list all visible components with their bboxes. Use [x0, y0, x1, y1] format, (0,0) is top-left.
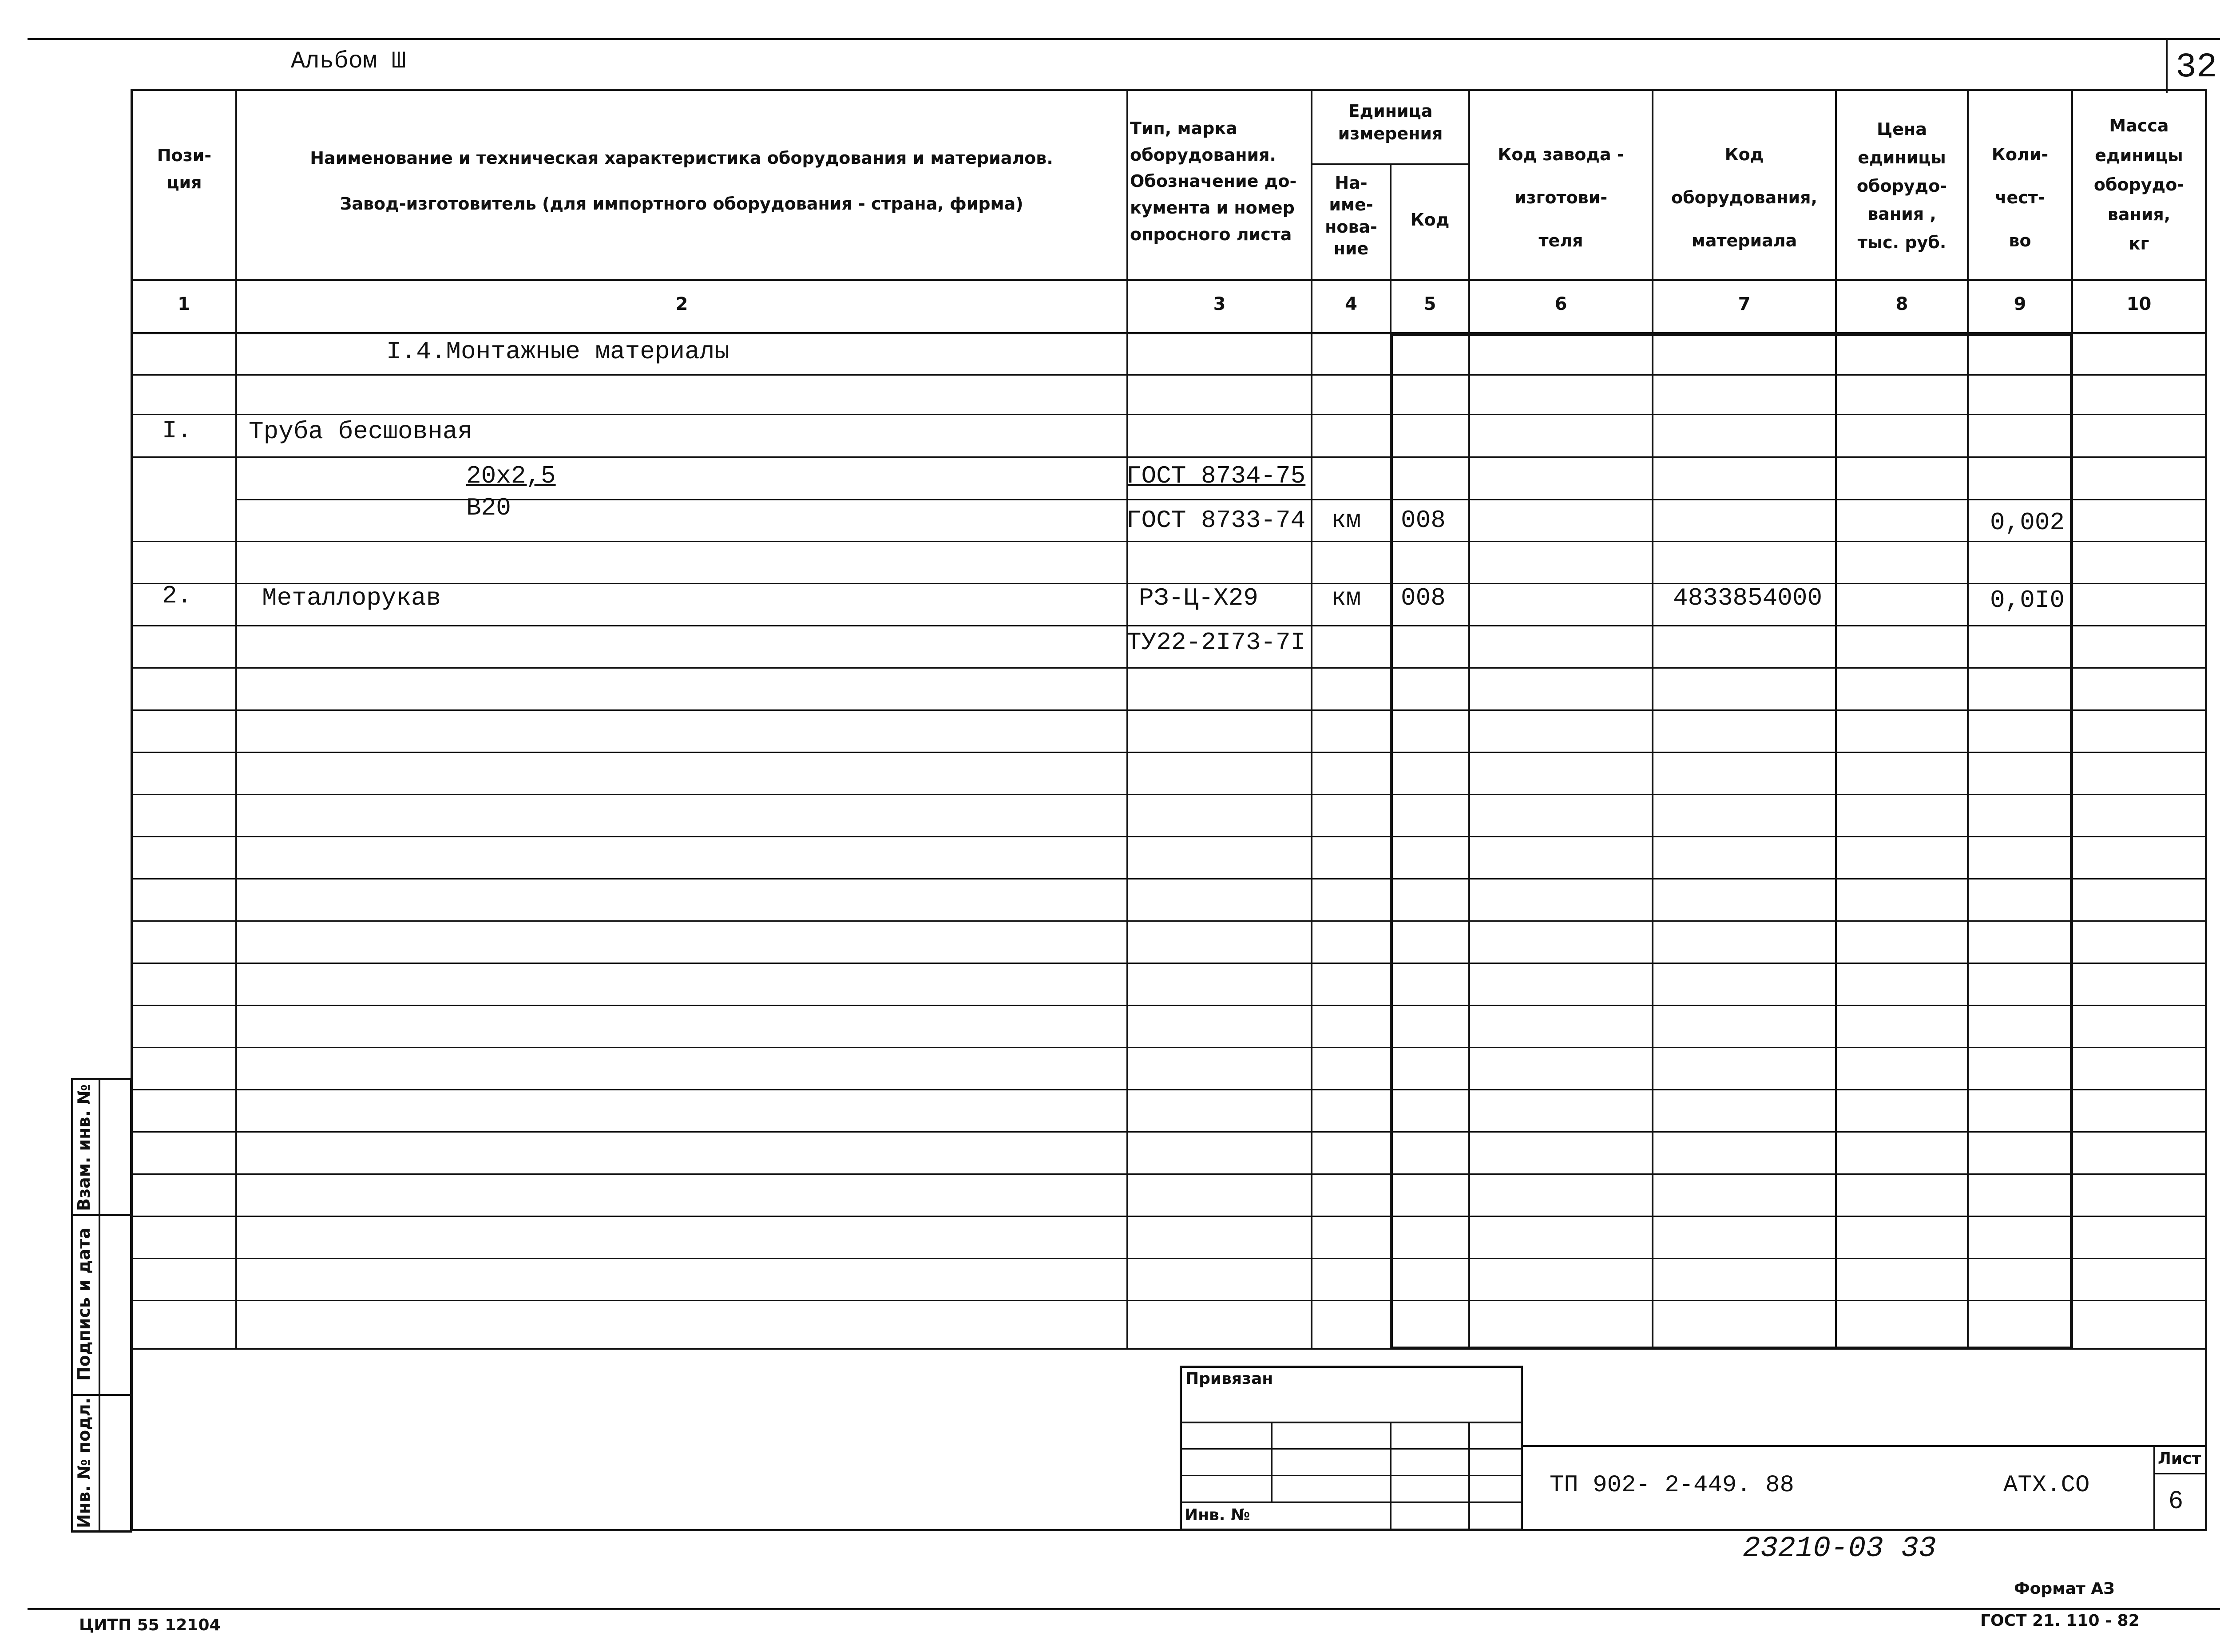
- row-position: I.: [162, 416, 192, 445]
- sheet-label: Лист: [2158, 1450, 2201, 1468]
- row-line: [131, 456, 2207, 458]
- col-number: 9: [2014, 294, 2026, 314]
- col-number: 3: [1213, 294, 1226, 314]
- page-number: 32: [2176, 48, 2217, 87]
- row-line: [131, 1005, 2207, 1006]
- album-label: Альбом Ш: [291, 48, 406, 75]
- row-unit: км: [1331, 584, 1361, 612]
- header-bottom-line: [131, 279, 2207, 281]
- col-line-1: [235, 89, 237, 1350]
- inv-number-label: Инв. №: [1185, 1506, 1250, 1524]
- section-title: I.4.Монтажные материалы: [386, 337, 729, 366]
- row-code: 008: [1401, 506, 1446, 535]
- row-line: [131, 414, 2207, 415]
- row-line: [131, 794, 2207, 795]
- row-line: [235, 499, 2207, 500]
- col-line-3: [1311, 89, 1312, 1350]
- header-col7: Код оборудования, материала: [1671, 145, 1817, 250]
- header-col2: Наименование и техническая характеристика оборудования и материалов. Завод-изготовитель (для импортного оборудования - страна, фирма): [310, 148, 1053, 214]
- document-mark: АТХ.СО: [2003, 1472, 2090, 1499]
- side-stamp-replaced-inv: Взам. инв. №: [74, 1084, 94, 1211]
- table-body-bottom: [131, 1348, 2207, 1350]
- col-number: 5: [1423, 294, 1436, 314]
- header-col4: На- име- нова- ние: [1325, 173, 1377, 259]
- bold-column-frame: [1390, 333, 2073, 1350]
- row-line: [131, 1131, 2207, 1133]
- side-stamp-original-inv: Инв. № подл.: [74, 1397, 94, 1529]
- col-number: 8: [1895, 294, 1908, 314]
- col-number: 7: [1738, 294, 1751, 314]
- col-number: 10: [2126, 294, 2152, 314]
- handwritten-archive-number: 23210-03 33: [1743, 1532, 1936, 1565]
- header-col1: Пози- ция: [157, 146, 212, 192]
- gost-standard-label: ГОСТ 21. 110 - 82: [1980, 1612, 2140, 1630]
- side-stamp-divider: [71, 1394, 132, 1396]
- side-stamp-divider: [71, 1214, 132, 1216]
- privyazan-line: [1180, 1448, 1523, 1450]
- row-mass: 0,002: [1990, 508, 2065, 537]
- row-doc: РЗ-Ц-Х29: [1139, 584, 1258, 612]
- top-border-line: [28, 38, 2220, 40]
- printer-label: ЦИТП 55 12104: [79, 1616, 221, 1634]
- row-unit: км: [1331, 506, 1361, 535]
- row-line: [131, 963, 2207, 964]
- row-code: 008: [1401, 584, 1446, 612]
- row-line: [131, 878, 2207, 879]
- header-col8: Цена единицы оборудо- вания , тыс. руб.: [1856, 119, 1947, 253]
- row-line: [131, 752, 2207, 753]
- sheet-box-line: [2153, 1445, 2155, 1531]
- privyazan-col: [1390, 1422, 1391, 1531]
- header-col3: Тип, марка оборудования. Обозначение до- кумента и номер опросного листа: [1130, 119, 1297, 244]
- row-line: [131, 625, 2207, 626]
- row-line: [131, 1047, 2207, 1048]
- side-stamp-divider: [99, 1078, 100, 1533]
- row-name: Металлорукав: [262, 584, 441, 612]
- row-doc: ГОСТ 8733-74: [1126, 506, 1306, 535]
- row-doc: ТУ22-2I73-7I: [1126, 628, 1306, 657]
- sheet-box-line: [2153, 1473, 2207, 1474]
- document-code: ТП 902- 2-449. 88: [1550, 1472, 1794, 1499]
- row-line: [131, 836, 2207, 837]
- col-number: 2: [675, 294, 688, 314]
- privyazan-label: Привязан: [1185, 1370, 1273, 1388]
- sheet-number: 6: [2169, 1486, 2183, 1513]
- pipe-steel-grade: В20: [466, 494, 511, 522]
- row-line: [131, 709, 2207, 711]
- privyazan-col: [1271, 1422, 1273, 1501]
- privyazan-line: [1180, 1475, 1523, 1476]
- row-line: [131, 667, 2207, 669]
- col-line-2: [1126, 89, 1128, 1350]
- header-col10: Масса единицы оборудо- вания, кг: [2093, 116, 2184, 254]
- row-line: [131, 541, 2207, 542]
- doc-code-line: [1523, 1445, 2207, 1447]
- table-top-border: [131, 89, 2207, 91]
- col-number: 6: [1554, 294, 1567, 314]
- bottom-border-line: [28, 1608, 2220, 1610]
- table-right-border: [2205, 89, 2207, 1531]
- row-line: [131, 1216, 2207, 1217]
- numbers-bottom-line: [131, 332, 2207, 334]
- pipe-size: 20x2,5: [466, 462, 556, 490]
- header-col6: Код завода - изготови- теля: [1498, 145, 1624, 250]
- row-line: [131, 920, 2207, 922]
- row-line: [131, 1089, 2207, 1090]
- row-line: [131, 1258, 2207, 1259]
- row-doc: ГОСТ 8734-75: [1126, 462, 1306, 490]
- table-bottom-border: [131, 1529, 2207, 1531]
- col-number: 4: [1345, 294, 1357, 314]
- row-line: [131, 1300, 2207, 1301]
- col-number: 1: [178, 294, 190, 314]
- privyazan-col: [1468, 1422, 1470, 1531]
- unit-header-divider: [1311, 163, 1470, 165]
- privyazan-line: [1180, 1501, 1523, 1503]
- header-col9: Коли- чест- во: [1991, 145, 2049, 250]
- row-line: [131, 1173, 2207, 1175]
- row-line: [131, 374, 2207, 376]
- row-name: Труба бесшовная: [249, 417, 473, 446]
- row-position: 2.: [162, 582, 192, 610]
- format-label: Формат АЗ: [2014, 1580, 2115, 1598]
- row-equipment-code: 4833854000: [1673, 584, 1823, 612]
- header-col5: Код: [1410, 210, 1450, 230]
- side-stamp-signature-date: Подпись и дата: [74, 1227, 94, 1381]
- privyazan-line: [1180, 1422, 1523, 1423]
- row-mass: 0,0I0: [1990, 586, 2065, 614]
- header-unit: Единица измерения: [1338, 101, 1443, 144]
- page-number-box: [2166, 40, 2168, 93]
